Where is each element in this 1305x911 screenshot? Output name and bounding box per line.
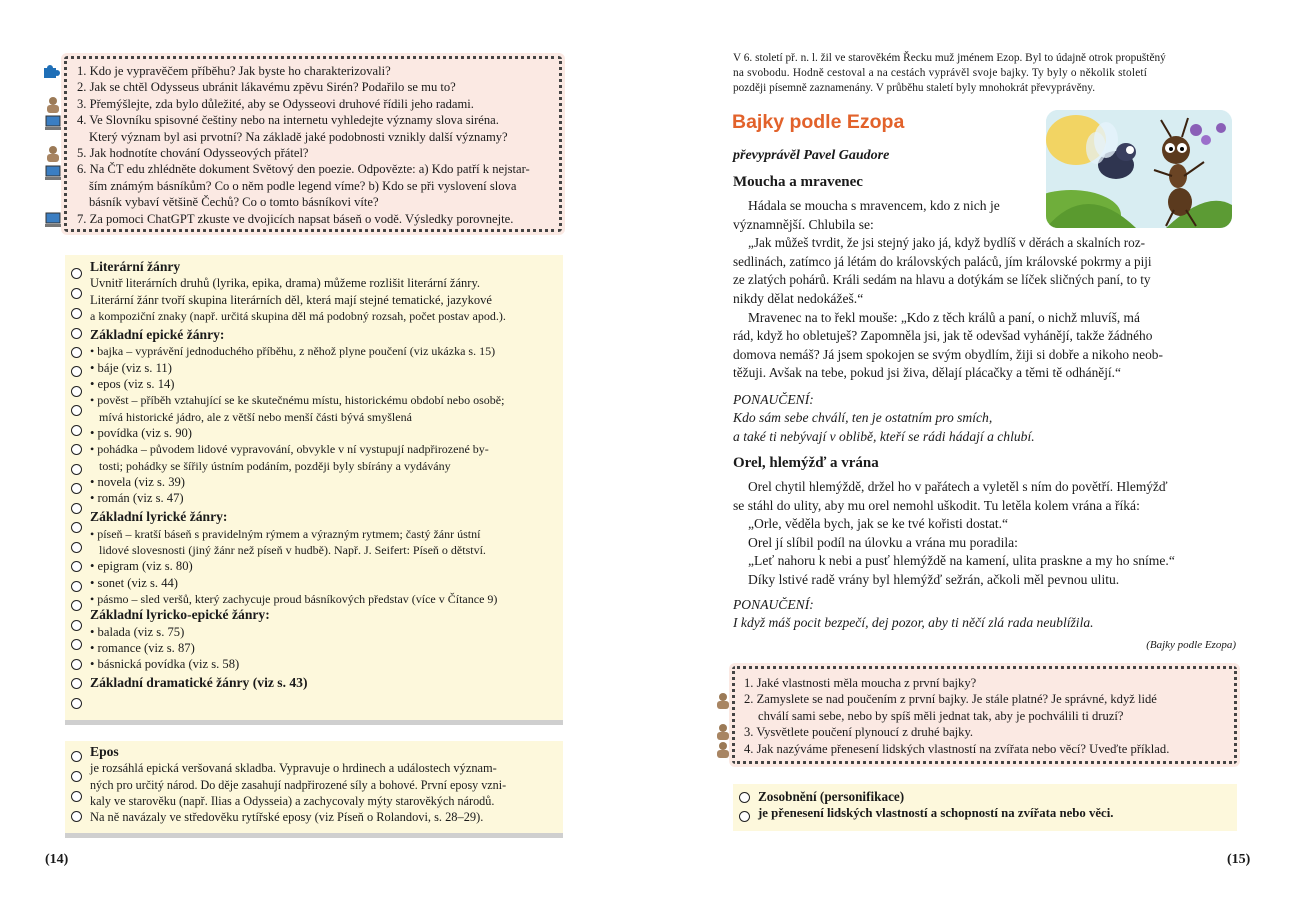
question-item: básník vybaví většině Čechů? Co o tomto básníkovi víte? [89, 195, 379, 210]
question-item: 3. Vysvětlete poučení plynoucí z druhé bajky. [744, 725, 974, 740]
margin-circle-icon [71, 328, 82, 339]
author-line: převyprávěl Pavel Gaudore [733, 148, 890, 163]
question-item: 5. Jak hodnotíte chování Odysseových přátel? [77, 146, 309, 161]
margin-circle-icon [71, 425, 82, 436]
genres-line: • píseň – kratší báseň s pravidelným rýmem a výrazným rytmem; častý žánr ústní [90, 526, 481, 541]
margin-circle-icon [71, 444, 82, 455]
margin-circle-icon [71, 561, 82, 572]
personification-line: je přenesení lidských vlastností a schopností na zvířata nebo věci. [758, 806, 1114, 821]
page-title: Bajky podle Ezopa [732, 111, 905, 133]
margin-circle-icon [71, 791, 82, 802]
margin-circle-icon [71, 347, 82, 358]
genres-line: • epos (viz s. 14) [90, 377, 175, 392]
margin-circle-icon [71, 268, 82, 279]
question-item: 1. Kdo je vypravěčem příběhu? Jak byste ho charakterizovali? [77, 64, 391, 78]
fable2-line: „Orle, věděla bych, jak se ke tvé kořisti dostat.“ [748, 516, 1009, 532]
genres-line: • báje (viz s. 11) [90, 360, 172, 375]
intro-line: na svobodu. Hodně cestoval a na cestách vyprávěl svoje bajky. Ty byly o několik století [733, 67, 1148, 79]
margin-circle-icon [739, 792, 750, 803]
intro-line: V 6. století př. n. l. žil ve starověkém Řecku muž jménem Ezop. Byl to údajně otrok propuštěný [733, 52, 1166, 64]
question-item: 6. Na ČT edu zhlédněte dokument Světový den poezie. Odpovězte: a) Kdo patří k nejstar- [77, 162, 530, 177]
question-item: 2. Zamyslete se nad poučením z první bajky. Je stále platné? Je správné, když lidé [744, 692, 1157, 707]
question-item: 4. Ve Slovníku spisovné češtiny nebo na internetu vyhledejte významy slova siréna. [77, 113, 499, 128]
margin-circle-icon [71, 308, 82, 319]
question-item: 2. Jak se chtěl Odysseus ubránit lákavému zpěvu Sirén? Podařilo se mu to? [77, 80, 456, 95]
puzzle-icon [42, 64, 60, 80]
intro-line: později písemně zaznamenány. V průběhu staletí byly mnohokrát převyprávěny. [733, 82, 1096, 94]
question-item: ším známým básníkům? Co o něm podle legend víme? b) Kdo se při vyslovení slova [89, 178, 517, 193]
fable1-line: Hádala se moucha s mravencem, kdo z nich je [748, 198, 1000, 213]
pair-work-icon [44, 145, 62, 161]
fable2-line: Orel chytil hlemýždě, držel ho v pařátech a vyletěl s ním do povětří. Hlemýžď [748, 479, 1168, 494]
genres-line: • básnická povídka (viz s. 58) [90, 657, 240, 672]
fable2-title: Orel, hlemýžď a vrána [733, 455, 879, 471]
page-number-right: (15) [1227, 852, 1251, 867]
questions-box-right [732, 666, 1237, 764]
page-number-left: (14) [45, 852, 69, 867]
margin-circle-icon [71, 386, 82, 397]
pair-work-icon [714, 723, 732, 739]
margin-circle-icon [71, 483, 82, 494]
margin-circle-icon [71, 522, 82, 533]
margin-circle-icon [71, 678, 82, 689]
margin-circle-icon [739, 811, 750, 822]
genres-line: • balada (viz s. 75) [90, 624, 185, 639]
genres-line: Uvnitř literárních druhů (lyrika, epika, drama) můžeme rozlišit literární žánry. [90, 276, 481, 291]
genres-line: • román (viz s. 47) [90, 491, 184, 506]
margin-circle-icon [71, 581, 82, 592]
margin-circle-icon [71, 771, 82, 782]
fable1-title: Moucha a mravenec [733, 174, 863, 190]
margin-circle-icon [71, 639, 82, 650]
epos-line: kaly ve starověku (např. Ilias a Odysseia) a zachycovaly mýty starověkých národů. [90, 793, 495, 808]
genres-heading: Literární žánry [90, 259, 181, 274]
epos-line: Na ně navázaly ve středověku rytířské eposy (viz Píseň o Rolandovi, s. 28–29). [90, 810, 484, 825]
fable2-line: Orel jí slíbil podíl na úlovku a vrána mu poradila: [748, 534, 1018, 550]
lyric-genres-heading: Základní lyrické žánry: [90, 509, 228, 525]
pair-work-icon [714, 692, 732, 708]
genres-line: • bajka – vyprávění jednoduchého příběhu, z něhož plyne poučení (viz ukázka s. 15) [90, 344, 496, 359]
moral1-label: PONAUČENÍ: [733, 392, 814, 407]
questions-box-left [64, 56, 562, 232]
genres-line: a kompoziční znaky (např. určitá skupina děl má podobný rozsah, počet postav apod.). [90, 308, 506, 323]
genres-line: • pověst – příběh vztahující se ke skutečnému místu, historickému období nebo osobě; [90, 393, 505, 408]
moral1-line: a také ti nebývají v oblibě, kteří se rádi hádají a chlubí. [733, 429, 1035, 444]
margin-circle-icon [71, 659, 82, 670]
genres-line: • pohádka – původem lidové vypravování, obvykle v ní vystupují nadpřirozené by- [90, 442, 489, 457]
fable1-line: významnější. Chlubila se: [733, 216, 874, 232]
dramatic-genres-heading: Základní dramatické žánry (viz s. 43) [90, 675, 308, 691]
question-item: chválí sami sebe, nebo by spíš měli jednat tak, aby je pochválili ti druzí? [758, 708, 1124, 723]
genres-line: • epigram (viz s. 80) [90, 559, 193, 574]
epic-genres-heading: Základní epické žánry: [90, 327, 225, 343]
computer-icon [44, 165, 62, 181]
margin-circle-icon [71, 288, 82, 299]
moral1-line: Kdo sám sebe chválí, ten je ostatním pro smích, [733, 410, 993, 425]
margin-circle-icon [71, 620, 82, 631]
epos-line: je rozsáhlá epická veršovaná skladba. Vypravuje o hrdinech a událostech význam- [90, 761, 497, 776]
margin-circle-icon [71, 600, 82, 611]
fable2-text [733, 478, 1237, 590]
fable1-line: nikdy dělat nedokážeš.“ [733, 290, 864, 306]
margin-circle-icon [71, 542, 82, 553]
question-item: 7. Za pomoci ChatGPT zkuste ve dvojicích napsat báseň o vodě. Výsledky porovnejte. [77, 211, 514, 226]
genres-line: lidové slovesnosti (jiný žánr než píseň v hudbě). Např. J. Seifert: Píseň o dětství. [99, 543, 486, 558]
genres-line: • povídka (viz s. 90) [90, 425, 192, 440]
question-item: Který význam byl asi prvotní? Na základě jaké podobnosti vznikly další významy? [89, 129, 508, 144]
question-item: 1. Jaké vlastnosti měla moucha z první bajky? [744, 676, 977, 690]
lyric-epic-genres-heading: Základní lyricko-epické žánry: [90, 607, 270, 623]
personification-box [733, 784, 1237, 831]
genres-line: tosti; pohádky se šířily ústním podáním, později byly sbírány a vydávány [99, 458, 451, 473]
fable1-line: domova nemáš? Já jsem spokojen se svým obydlím, žiji si dobře a nikoho neob- [733, 346, 1163, 362]
computer-icon [44, 212, 62, 228]
personification-heading: Zosobnění (personifikace) [758, 789, 905, 804]
fable1-line: těžuji. Avšak na tebe, pokud jsi živa, dělají plácačky a těmi tě odhánějí.“ [733, 365, 1121, 381]
margin-circle-icon [71, 366, 82, 377]
margin-circle-icon [71, 464, 82, 475]
genres-line: • sonet (viz s. 44) [90, 575, 179, 590]
margin-circle-icon [71, 405, 82, 416]
intro-paragraph [733, 51, 1237, 96]
genres-line: • novela (viz s. 39) [90, 474, 185, 489]
fable1-line: sedlinách, zatímco já létám do královských paláců, jím královské pokrmy a piji [733, 253, 1152, 269]
fable2-line: Díky lstivé radě vrány byl hlemýžď sežrán, ačkoli měl pevnou ulitu. [748, 571, 1120, 587]
question-item: 4. Jak nazýváme přenesení lidských vlastností na zvířata nebo věcí? Uveďte příklad. [744, 741, 1170, 756]
margin-circle-icon [71, 751, 82, 762]
fable1-text [733, 197, 1237, 383]
source-citation: (Bajky podle Ezopa) [1146, 639, 1236, 651]
genres-line: • pásmo – sled veršů, který zachycuje proud básníkových představ (více v Čítance 9) [90, 591, 498, 606]
question-item: 3. Přemýšlejte, zda bylo důležité, aby se Odysseovi druhové řídili jeho radami. [77, 96, 474, 111]
computer-icon [44, 115, 62, 131]
literary-genres-box [65, 255, 563, 725]
genres-line: Literární žánr tvoří skupina literárních děl, která mají stejné tematické, jazykové [90, 292, 492, 307]
moral2-label: PONAUČENÍ: [733, 597, 814, 612]
genres-line: • romance (viz s. 87) [90, 640, 195, 655]
fable1-line: ze zlatých pohárů. Králi sedám na hlavu a dotýkám se líček sličných paní, to ty [733, 272, 1151, 288]
pair-work-icon [714, 741, 732, 757]
epos-heading: Epos [90, 744, 119, 759]
pair-work-icon [44, 96, 62, 112]
margin-circle-icon [71, 811, 82, 822]
moral2-line: I když máš pocit bezpečí, dej pozor, aby ti něčí zlá rada neublížila. [733, 615, 1094, 630]
genres-line: mívá historické jádro, ale z větší nebo menší části bývá smyšlená [99, 409, 412, 424]
epos-box [65, 741, 563, 838]
margin-circle-icon [71, 503, 82, 514]
fable2-line: „Leť nahoru k nebi a pusť hlemýždě na kamení, ulita praskne a my ho sníme.“ [748, 553, 1175, 569]
margin-circle-icon [71, 698, 82, 709]
epos-line: ných pro určitý národ. Do děje zasahují nadpřirozené síly a bohové. První eposy vzni- [90, 777, 507, 792]
fable1-line: „Jak můžeš tvrdit, že jsi stejný jako já, když bydlíš v děrách a skalních roz- [748, 235, 1145, 251]
fable1-line: Mravenec na to řekl mouše: „Kdo z těch králů a paní, o nichž mluvíš, má [748, 309, 1140, 325]
fable2-line: se stáhl do ulity, aby mu orel nemohl uškodit. Tu letěla kolem vrána a říká: [733, 497, 1140, 513]
fable1-line: rád, když ho obletuješ? Zapomněla jsi, jak tě odevšad vyhánějí, takže žádného [733, 328, 1153, 344]
